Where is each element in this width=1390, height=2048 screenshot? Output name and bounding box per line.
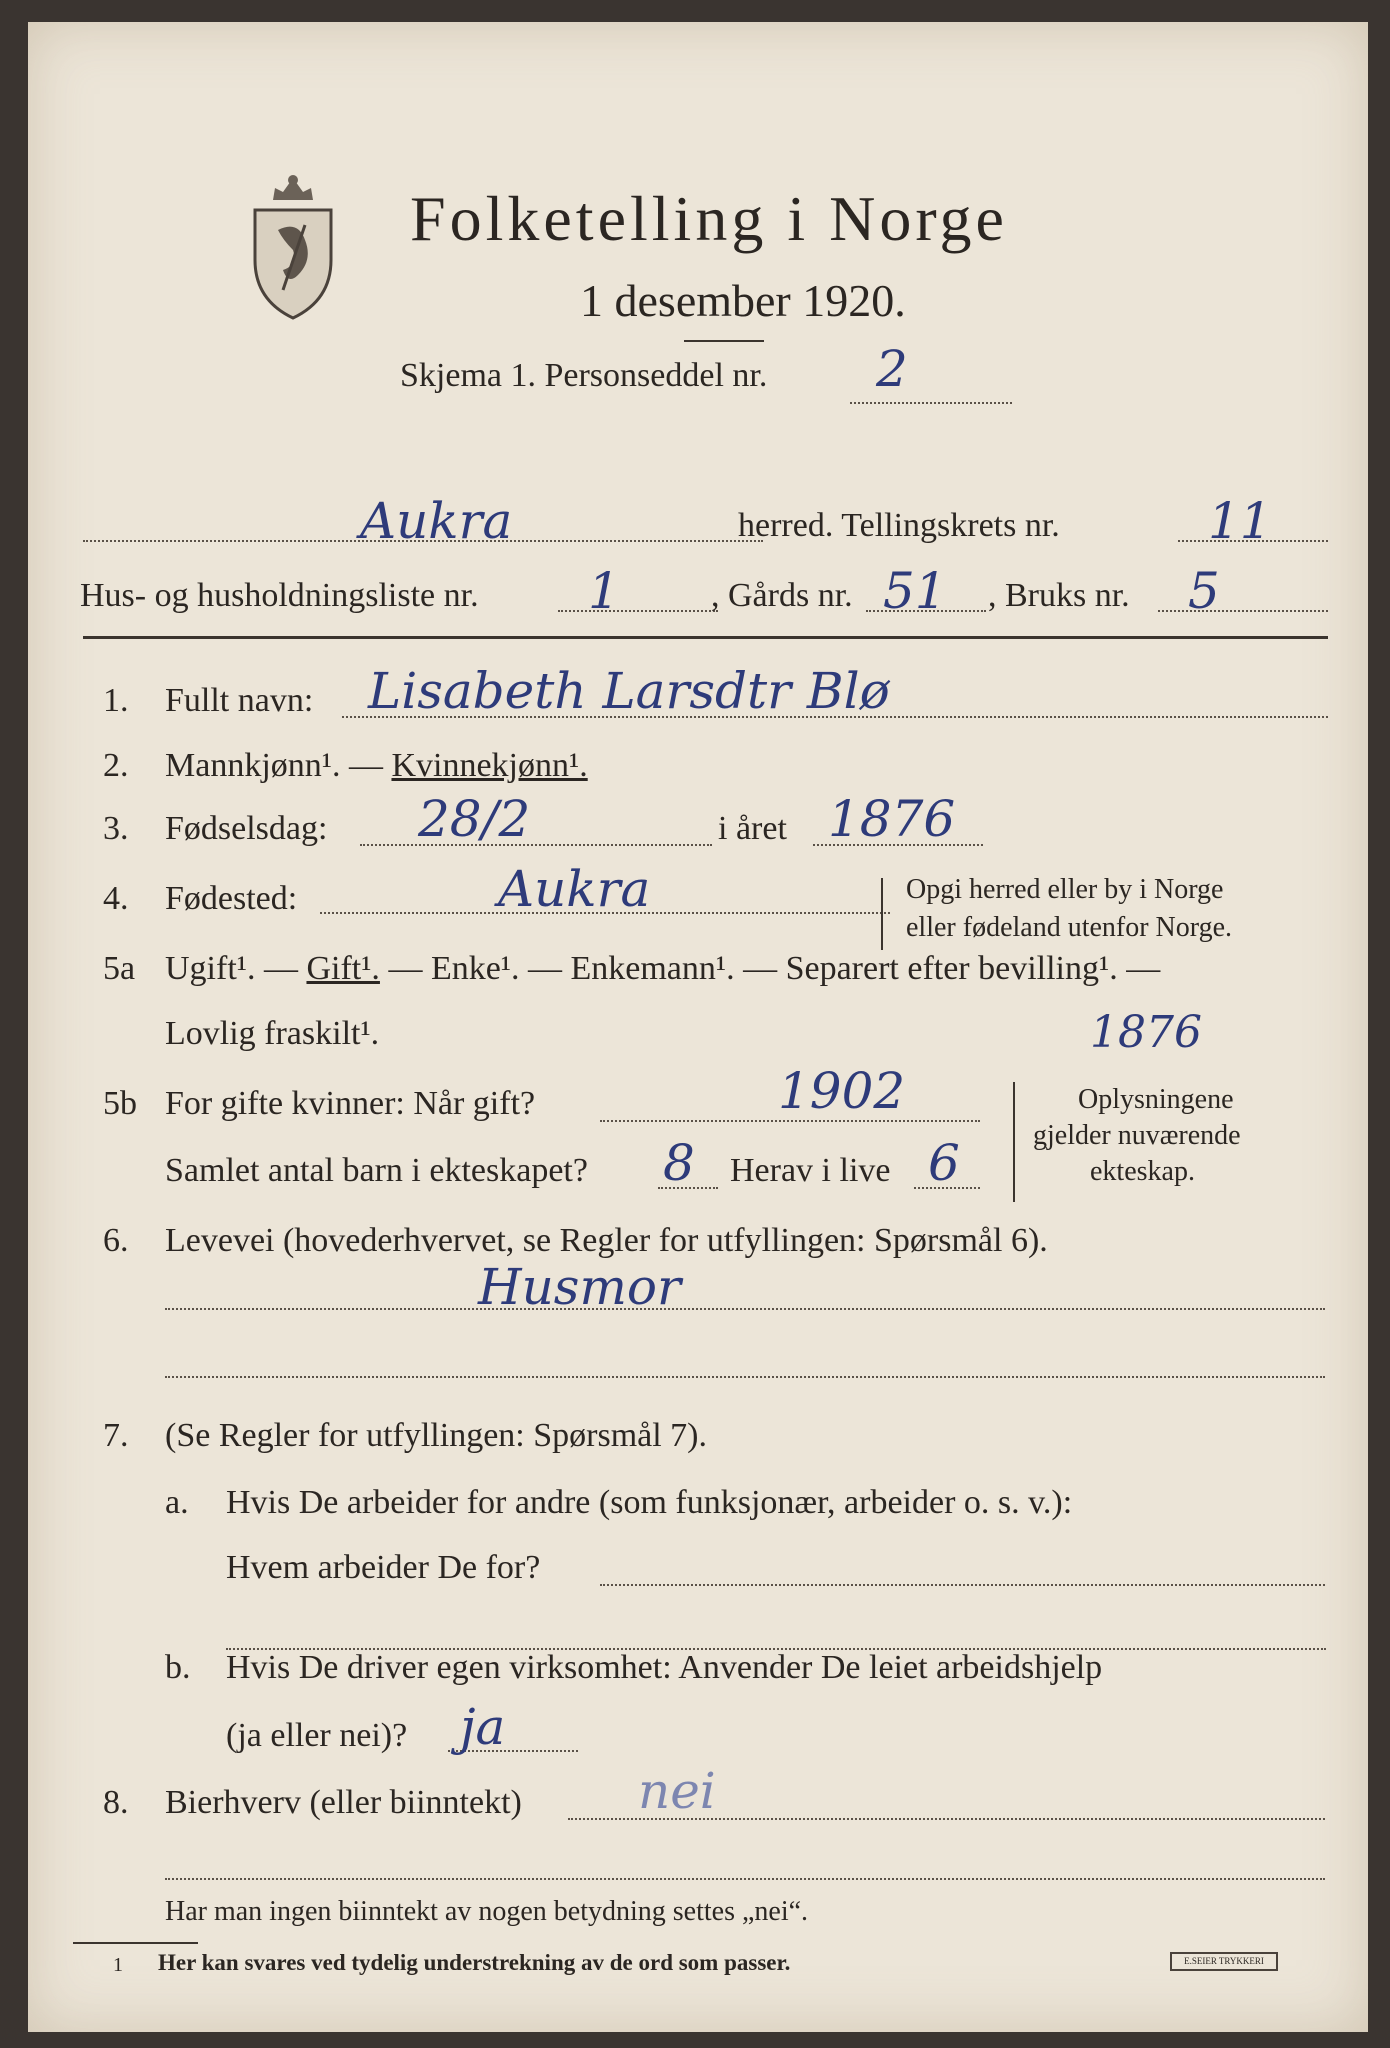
divorced-option: Lovlig fraskilt¹. bbox=[165, 1015, 380, 1052]
children-label: Samlet antal barn i ekteskapet? bbox=[165, 1152, 588, 1189]
gaards-label: , Gårds nr. bbox=[711, 577, 853, 614]
q7b-text: Hvis De driver egen virksomhet: Anvender De leiet arbeidshjelp bbox=[226, 1649, 1103, 1686]
q8-label: Bierhverv (eller biinntekt) bbox=[165, 1784, 522, 1821]
employer-line bbox=[600, 1584, 1325, 1586]
footer-note: Har man ingen biinntekt av nogen betydning settes „nei“. bbox=[165, 1896, 809, 1927]
alive-value: 6 bbox=[928, 1134, 960, 1192]
q7-label: (Se Regler for utfyllingen: Spørsmål 7). bbox=[165, 1417, 708, 1454]
q4-brace bbox=[881, 878, 883, 950]
birth-year-value: 1876 bbox=[828, 790, 956, 848]
alive-label: Herav i live bbox=[730, 1152, 891, 1189]
q5b-label: For gifte kvinner: Når gift? bbox=[165, 1085, 536, 1122]
children-value: 8 bbox=[663, 1134, 695, 1192]
q6-label: Levevei (hovederhvervet, se Regler for utfyllingen: Spørsmål 6). bbox=[165, 1222, 1048, 1259]
gaards-nr: 51 bbox=[883, 562, 947, 620]
husliste-line bbox=[558, 610, 718, 612]
birth-date-value: 28/2 bbox=[418, 790, 531, 848]
q7-number: 7. bbox=[103, 1417, 129, 1454]
bruks-nr: 5 bbox=[1188, 562, 1220, 620]
male-option: Mannkjønn¹. — bbox=[165, 747, 392, 784]
occupation-line-1 bbox=[165, 1308, 1325, 1310]
bruks-line bbox=[1158, 610, 1328, 612]
census-date: 1 desember 1920. bbox=[580, 275, 906, 326]
coat-of-arms-icon bbox=[243, 170, 343, 320]
q5b-note-1: Oplysningene bbox=[1078, 1084, 1234, 1115]
q2-number: 2. bbox=[103, 747, 129, 784]
q5b-brace bbox=[1013, 1082, 1015, 1202]
personseddel-line bbox=[850, 402, 1012, 404]
q7a-text: Hvis De arbeider for andre (som funksjonær, arbeider o. s. v.): bbox=[226, 1484, 1073, 1521]
tellingskrets-nr: 11 bbox=[1208, 492, 1272, 550]
herred-name: Aukra bbox=[360, 492, 513, 550]
unmarried-option: Ugift¹. — bbox=[165, 950, 307, 987]
q4-label: Fødested: bbox=[165, 880, 298, 917]
census-form bbox=[28, 22, 1368, 2032]
female-option: Kvinnekjønn¹. bbox=[391, 747, 588, 784]
side-income-value: nei bbox=[638, 1762, 716, 1820]
year-label: i året bbox=[718, 810, 787, 847]
q7a-question: Hvem arbeider De for? bbox=[226, 1549, 541, 1586]
form-title: Folketelling i Norge bbox=[410, 183, 1008, 254]
husliste-nr: 1 bbox=[588, 562, 620, 620]
q3-line bbox=[360, 844, 712, 846]
q1-label: Fullt navn: bbox=[165, 682, 314, 719]
q4-note-1: Opgi herred eller by i Norge bbox=[906, 874, 1224, 905]
q5a-number: 5a bbox=[103, 950, 136, 987]
occupation-line-2 bbox=[165, 1376, 1325, 1378]
q3-label: Fødselsdag: bbox=[165, 810, 328, 847]
bruks-label: , Bruks nr. bbox=[988, 577, 1130, 614]
q3-number: 3. bbox=[103, 810, 129, 847]
schema-label: Skjema 1. Personseddel nr. bbox=[400, 357, 768, 394]
printer-stamp: E.SEIER TRYKKERI bbox=[1170, 1952, 1278, 1971]
q5b-number: 5b bbox=[103, 1085, 137, 1122]
q8-number: 8. bbox=[103, 1784, 129, 1821]
marital-status bbox=[165, 950, 1160, 988]
q6-number: 6. bbox=[103, 1222, 129, 1259]
side-income-line-2 bbox=[165, 1878, 1325, 1880]
margin-note: 1876 bbox=[1090, 1007, 1202, 1058]
header-rule bbox=[83, 636, 1328, 639]
q7b-question: (ja eller nei)? bbox=[226, 1717, 408, 1754]
footnote-text: Her kan svares ved tydelig understrekning av de ord som passer. bbox=[158, 1950, 791, 1975]
hired-help-value: ja bbox=[460, 1698, 506, 1756]
herred-label: herred. Tellingskrets nr. bbox=[738, 507, 1060, 544]
q2-gender bbox=[165, 747, 588, 785]
personseddel-nr: 2 bbox=[876, 340, 908, 398]
footnote-rule bbox=[73, 1942, 198, 1944]
husliste-label: Hus- og husholdningsliste nr. bbox=[80, 577, 479, 614]
footnote-mark: 1 bbox=[113, 1954, 123, 1976]
married-option: Gift¹. bbox=[306, 950, 380, 987]
other-status-options: — Enke¹. — Enkemann¹. — Separert efter bevilling¹. — bbox=[379, 950, 1161, 987]
q7b-letter: b. bbox=[165, 1649, 191, 1686]
title-divider bbox=[684, 340, 764, 342]
q4-number: 4. bbox=[103, 880, 129, 917]
q5b-note-2: gjelder nuværende bbox=[1033, 1120, 1241, 1151]
q5b-note-3: ekteskap. bbox=[1090, 1156, 1195, 1187]
full-name-value: Lisabeth Larsdtr Blø bbox=[368, 662, 890, 720]
q4-note-2: eller fødeland utenfor Norge. bbox=[906, 912, 1233, 943]
married-year-line bbox=[600, 1120, 980, 1122]
q7a-letter: a. bbox=[165, 1484, 189, 1521]
q1-number: 1. bbox=[103, 682, 129, 719]
birthplace-value: Aukra bbox=[498, 860, 651, 918]
married-year-value: 1902 bbox=[778, 1062, 906, 1120]
occupation-value: Husmor bbox=[478, 1258, 681, 1316]
